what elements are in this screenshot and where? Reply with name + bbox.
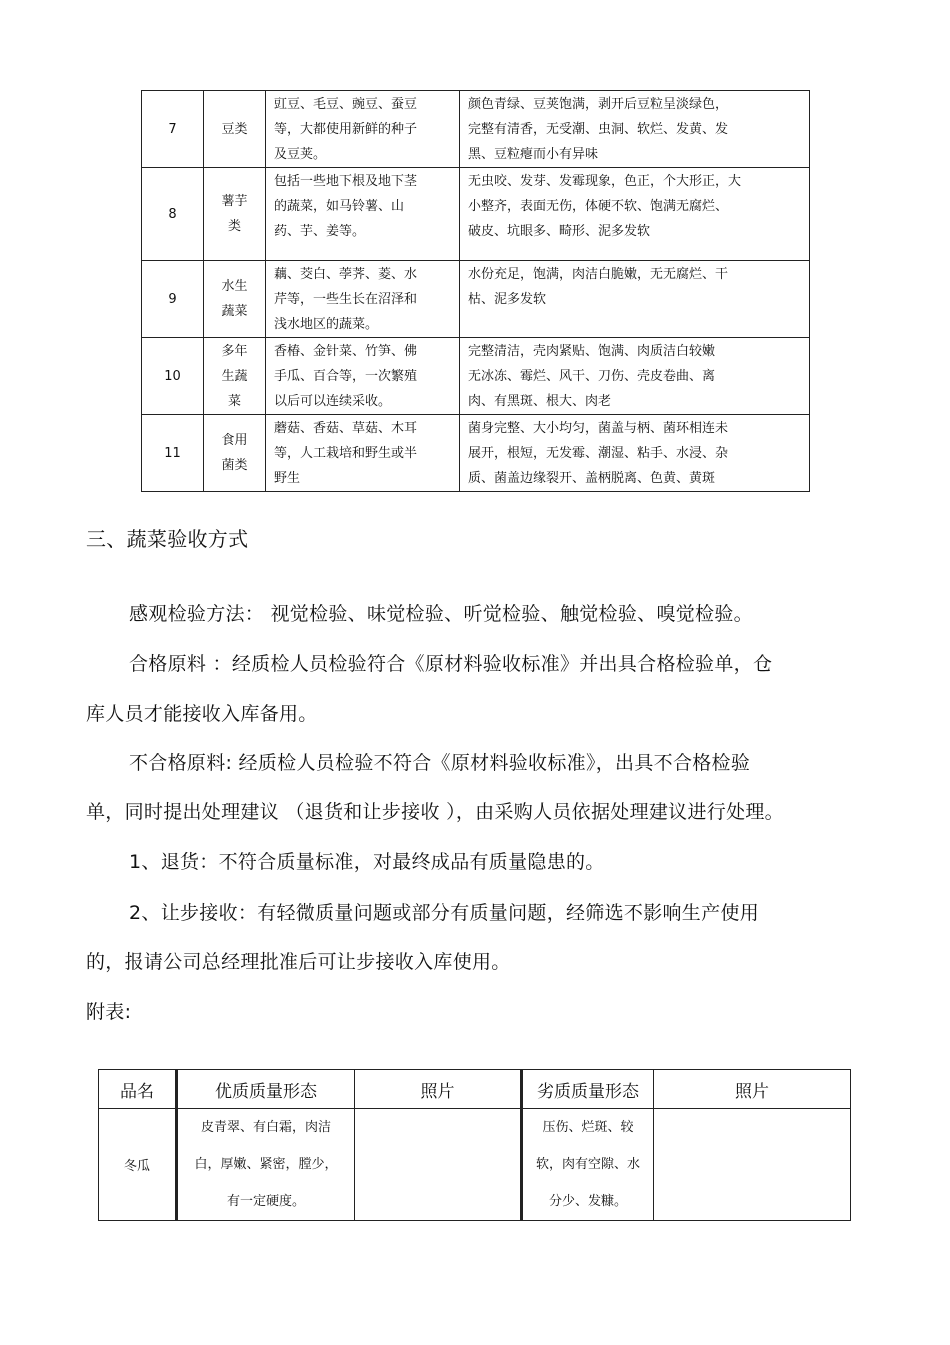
product-name-cell: 冬瓜 (99, 1109, 177, 1221)
table-row (142, 91, 810, 168)
sensory-method-paragraph: 感观检验方法： 视觉检验、味觉检验、听觉检验、触觉检验、嗅觉检验。 (129, 603, 753, 625)
row-number: 7 (142, 91, 204, 168)
section-heading: 三、蔬菜验收方式 (86, 527, 249, 551)
standard-cell: 菌身完整、大小均匀，菌盖与柄、菌环相连未 展开，根短，无发霉、潮湿、粘手、水浸、杂 质、菌盖边缘裂开、盖柄脱离、色黄、黄斑 (460, 415, 810, 492)
vegetable-standards-table (141, 90, 810, 492)
table-row (99, 1109, 851, 1221)
qualified-material-line-1: 合格原料 ：经质检人员检验符合《原材料验收标准》并出具合格检验单，仓 (129, 653, 773, 675)
header-bad-quality: 劣质质量形态 (522, 1070, 654, 1109)
category-cell: 食用 菌类 (204, 415, 266, 492)
appendix-label: 附表: (86, 1001, 132, 1023)
table-row (142, 168, 810, 261)
unqualified-material-line-2: 单，同时提出处理建议 （退货和让步接收 ），由采购人员依据处理建议进行处理。 (86, 801, 784, 823)
description-cell: 蘑菇、香菇、草菇、木耳 等，人工栽培和野生或半 野生 (266, 415, 460, 492)
category-cell: 豆类 (204, 91, 266, 168)
category-cell: 多年 生蔬 菜 (204, 338, 266, 415)
description-cell: 藕、茭白、荸荠、菱、水 芹等，一些生长在沼泽和 浅水地区的蔬菜。 (266, 261, 460, 338)
row-number: 8 (142, 168, 204, 261)
header-good-quality: 优质质量形态 (177, 1070, 355, 1109)
row-number: 11 (142, 415, 204, 492)
description-cell: 香椿、金针菜、竹笋、佛 手瓜、百合等，一次繁殖 以后可以连续采收。 (266, 338, 460, 415)
description-cell: 豇豆、毛豆、豌豆、蚕豆 等，大都使用新鲜的种子 及豆荚。 (266, 91, 460, 168)
row-number: 10 (142, 338, 204, 415)
concession-accept-line-2: 的，报请公司总经理批准后可让步接收入库使用。 (86, 951, 511, 973)
good-quality-cell: 皮青翠、有白霜，肉洁 白，厚嫩、紧密，膛少， 有一定硬度。 (177, 1109, 355, 1221)
standard-cell: 完整清洁，壳肉紧贴、饱满、肉质洁白较嫩 无冰冻、霉烂、风干、刀伤、壳皮卷曲、离 肉、有黑斑、根大、肉老 (460, 338, 810, 415)
header-product-name: 品名 (99, 1070, 177, 1109)
row-number: 9 (142, 261, 204, 338)
unqualified-material-line-1: 不合格原料: 经质检人员检验不符合《原材料验收标准》，出具不合格检验 (129, 752, 751, 774)
table-row (142, 338, 810, 415)
header-photo: 照片 (355, 1070, 522, 1109)
qualified-material-line-2: 库人员才能接收入库备用。 (86, 703, 318, 725)
return-goods-item: 1、退货：不符合质量标准，对最终成品有质量隐患的。 (129, 851, 605, 873)
bad-photo-cell (654, 1109, 851, 1221)
bad-quality-cell: 压伤、烂斑、较 软，肉有空隙、水 分少、发糠。 (522, 1109, 654, 1221)
standard-cell: 无虫咬、发芽、发霉现象，色正，个大形正，大 小整齐，表面无伤，体硬不软、饱满无腐烂、 破皮、坑眼多、畸形、泥多发软 (460, 168, 810, 261)
standard-cell: 水份充足，饱满，肉洁白脆嫩，无无腐烂、干 枯、泥多发软 (460, 261, 810, 338)
category-cell: 水生 蔬菜 (204, 261, 266, 338)
standard-cell: 颜色青绿、豆荚饱满，剥开后豆粒呈淡绿色， 完整有清香，无受潮、虫洞、软烂、发黄、发 黑、豆粒瘪而小有异味 (460, 91, 810, 168)
appendix-quality-table (98, 1069, 851, 1221)
good-photo-cell (355, 1109, 522, 1221)
table-row (142, 415, 810, 492)
table-header-row (99, 1070, 851, 1109)
description-cell: 包括一些地下根及地下茎 的蔬菜，如马铃薯、山 药、芋、姜等。 (266, 168, 460, 261)
table-row (142, 261, 810, 338)
header-photo: 照片 (654, 1070, 851, 1109)
category-cell: 薯芋 类 (204, 168, 266, 261)
concession-accept-line-1: 2、让步接收：有轻微质量问题或部分有质量问题，经筛选不影响生产使用 (129, 902, 759, 924)
